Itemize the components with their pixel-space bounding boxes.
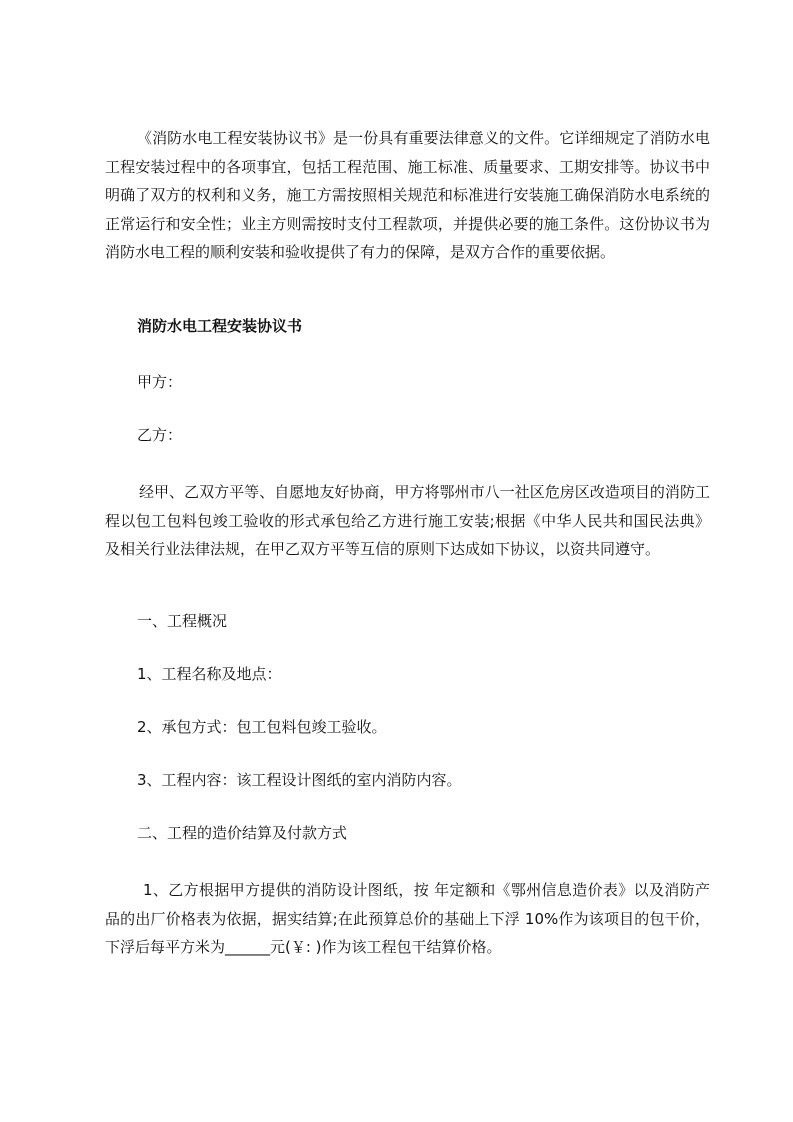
section-1-item-1: 1、工程名称及地点： <box>137 665 282 683</box>
section-2-heading: 二、工程的造价结算及付款方式 <box>137 824 348 842</box>
intro-paragraph: 《消防水电工程安装协议书》是一份具有重要法律意义的文件。它详细规定了消防水电工程安装过程中的各项事宜，包括工程范围、施工标准、质量要求、工期安排等。协议书中明确了双方的权利和义务，施工方需按照相关规范和标准进行安装施工确保消防水电系统的正常运行和安全性；业主方则需按时支付工程款项，并提供必要的施工条件。这份协议书为消防水电工程的顺利安装和验收提供了有力的保障，是双方合作的重要依据。 <box>105 129 710 261</box>
party-a-label: 甲方： <box>137 373 183 391</box>
section-1-item-2: 2、承包方式：包工包料包竣工验收。 <box>137 718 387 736</box>
party-b-label: 乙方： <box>137 426 183 444</box>
preamble-paragraph: 经甲、乙双方平等、自愿地友好协商，甲方将鄂州市八一社区危房区改造项目的消防工程以包工包料包竣工验收的形式承包给乙方进行施工安装;根据《中华人民共和国民法典》及相关行业法律法规，在甲乙双方平等互信的原则下达成如下协议，以资共同遵守。 <box>105 483 710 558</box>
section-2-paragraph-1: 1、乙方根据甲方提供的消防设计图纸，按 年定额和《鄂州信息造价表》以及消防产品的出厂价格表为依据，据实结算;在此预算总价的基础上下浮 10%作为该项目的包干价，下浮后每平方米为______元(￥: )作为该工程包干结算价格。 <box>105 881 710 956</box>
document-title: 消防水电工程安装协议书 <box>137 317 303 335</box>
section-1-heading: 一、工程概况 <box>137 612 228 630</box>
section-1-item-3: 3、工程内容：该工程设计图纸的室内消防内容。 <box>137 771 462 789</box>
